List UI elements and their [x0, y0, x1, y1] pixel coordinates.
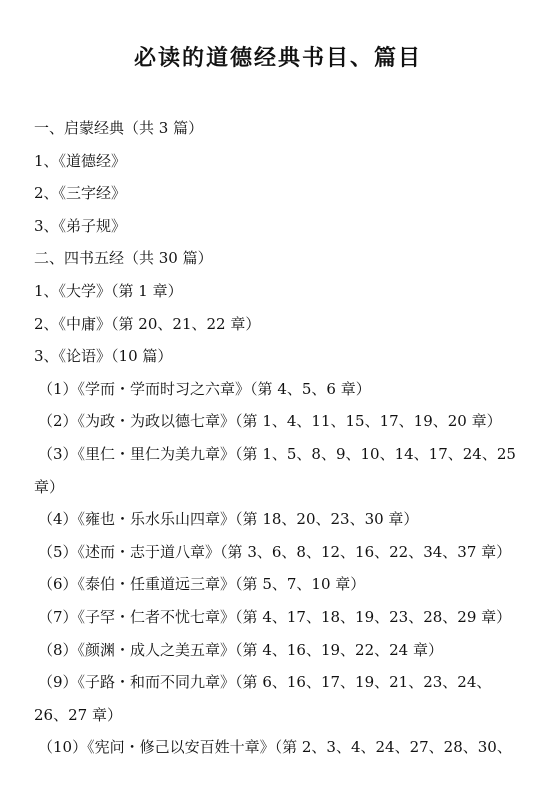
- sub-list-item: （4）《雍也・乐水乐山四章》（第 18、20、23、30 章）: [38, 510, 419, 529]
- list-item: 2、《中庸》（第 20、21、22 章）: [34, 314, 261, 333]
- list-item: 1、《道德经》: [34, 151, 127, 170]
- sub-list-item: （3）《里仁・里仁为美九章》（第 1、5、8、9、10、14、17、24、25: [38, 444, 516, 463]
- section-heading: 一、启蒙经典（共 3 篇）: [34, 119, 204, 137]
- sub-list-item: （6）《泰伯・任重道远三章》（第 5、7、10 章）: [38, 575, 366, 594]
- sub-list-item: （5）《述而・志于道八章》（第 3、6、8、12、16、22、34、37 章）: [38, 542, 512, 561]
- list-item: 3、《论语》（10 篇）: [34, 347, 173, 366]
- page-title: 必读的道德经典书目、篇目: [133, 46, 422, 71]
- sub-list-item: （1）《学而・学而时习之六章》（第 4、5、6 章）: [38, 379, 371, 398]
- list-item: 1、《大学》（第 1 章）: [34, 281, 183, 300]
- sub-list-item: （10）《宪问・修己以安百姓十章》（第 2、3、4、24、27、28、30、: [38, 738, 512, 757]
- sub-list-item-continuation: 章）: [34, 477, 65, 496]
- sub-list-item: （7）《子罕・仁者不忧七章》（第 4、17、18、19、23、28、29 章）: [38, 607, 512, 626]
- sub-list-item: （8）《颜渊・成人之美五章》（第 4、16、19、22、24 章）: [38, 640, 443, 659]
- list-item: 2、《三字经》: [34, 184, 127, 203]
- sub-list-item: （9）《子路・和而不同九章》（第 6、16、17、19、21、23、24、: [38, 673, 492, 692]
- list-item: 3、《弟子规》: [34, 216, 127, 235]
- sub-list-item-continuation: 26、27 章）: [34, 705, 122, 724]
- sub-list-item: （2）《为政・为政以德七章》（第 1、4、11、15、17、19、20 章）: [38, 412, 502, 431]
- reading-list: [0, 112, 556, 764]
- section-heading: 二、四书五经（共 30 篇）: [34, 249, 213, 268]
